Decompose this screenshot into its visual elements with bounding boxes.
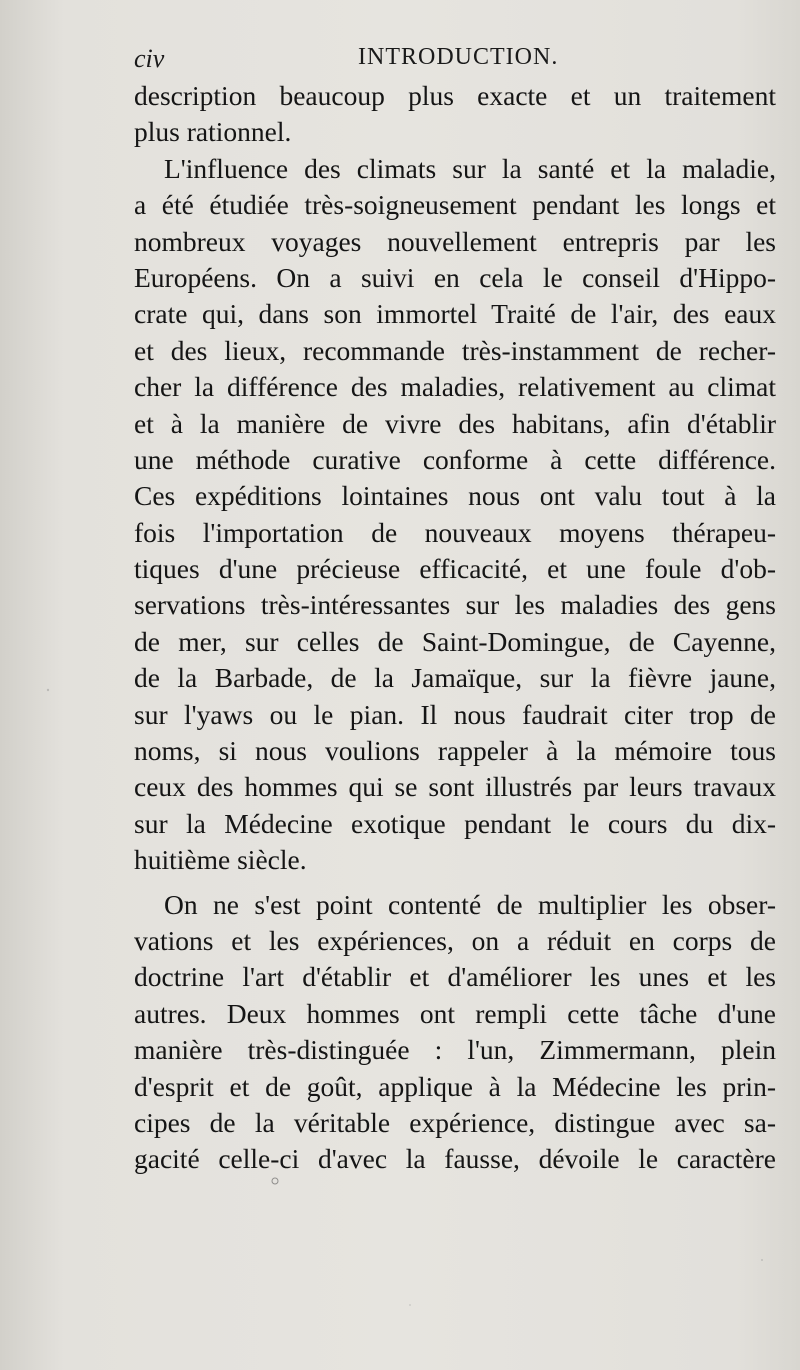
text-line: cher la différence des maladies, relativement au climat (134, 371, 776, 403)
paragraph (134, 151, 776, 879)
page-number: civ (134, 44, 165, 73)
text-line: ceux des hommes qui se sont illustrés par leurs travaux (134, 771, 776, 803)
text-line: On ne s'est point contenté de multiplier les obser- (164, 888, 776, 920)
text-line: nombreux voyages nouvellement entrepris par les (134, 225, 776, 257)
running-title: INTRODUCTION. (358, 44, 559, 70)
text-line: de mer, sur celles de Saint-Domingue, de Cayenne, (134, 625, 776, 657)
text-line: de la Barbade, de la Jamaïque, sur la fièvre jaune, (134, 662, 776, 694)
text-line: doctrine l'art d'établir et d'améliorer les unes et les (134, 961, 776, 993)
text-line: plus rationnel. (134, 116, 292, 148)
page-header (134, 40, 774, 76)
text-line: d'esprit et de goût, applique à la Médecine les prin- (134, 1070, 776, 1102)
text-line: et des lieux, recommande très-instamment de recher- (134, 334, 776, 366)
text-line: manière très-distinguée : l'un, Zimmermann, plein (134, 1034, 776, 1066)
text-line: description beaucoup plus exacte et un traitement (134, 80, 776, 111)
text-line: sur l'yaws ou le pian. Il nous faudrait citer trop de (134, 698, 776, 730)
text-line: cipes de la véritable expérience, distingue avec sa- (134, 1106, 776, 1138)
text-line: a été étudiée très-soigneusement pendant les longs et (134, 189, 776, 221)
text-line: Européens. On a suivi en cela le conseil d'Hippo- (134, 261, 776, 293)
text-line: autres. Deux hommes ont rempli cette tâche d'une (134, 997, 776, 1029)
body-text (134, 78, 776, 1178)
text-line: huitième siècle. (134, 844, 307, 876)
paragraph (134, 887, 776, 1178)
text-line: une méthode curative conforme à cette différence. (134, 443, 776, 475)
text-line: sur la Médecine exotique pendant le cours du dix- (134, 807, 776, 839)
text-line: servations très-intéressantes sur les maladies des gens (134, 589, 776, 621)
text-line: crate qui, dans son immortel Traité de l'air, des eaux (134, 298, 776, 330)
text-line: noms, si nous voulions rappeler à la mémoire tous (134, 735, 776, 767)
text-line: gacité celle-ci d'avec la fausse, dévoile le caractère (134, 1143, 776, 1175)
text-line: et à la manière de vivre des habitans, afin d'établir (134, 407, 776, 439)
text-line: fois l'importation de nouveaux moyens thérapeu- (134, 516, 776, 548)
text-line: tiques d'une précieuse efficacité, et une foule d'ob- (134, 553, 776, 585)
paragraph (134, 78, 776, 151)
text-line: vations et les expériences, on a réduit en corps de (134, 924, 776, 956)
text-line: L'influence des climats sur la santé et la maladie, (164, 152, 776, 184)
text-line: Ces expéditions lointaines nous ont valu tout à la (134, 480, 776, 512)
